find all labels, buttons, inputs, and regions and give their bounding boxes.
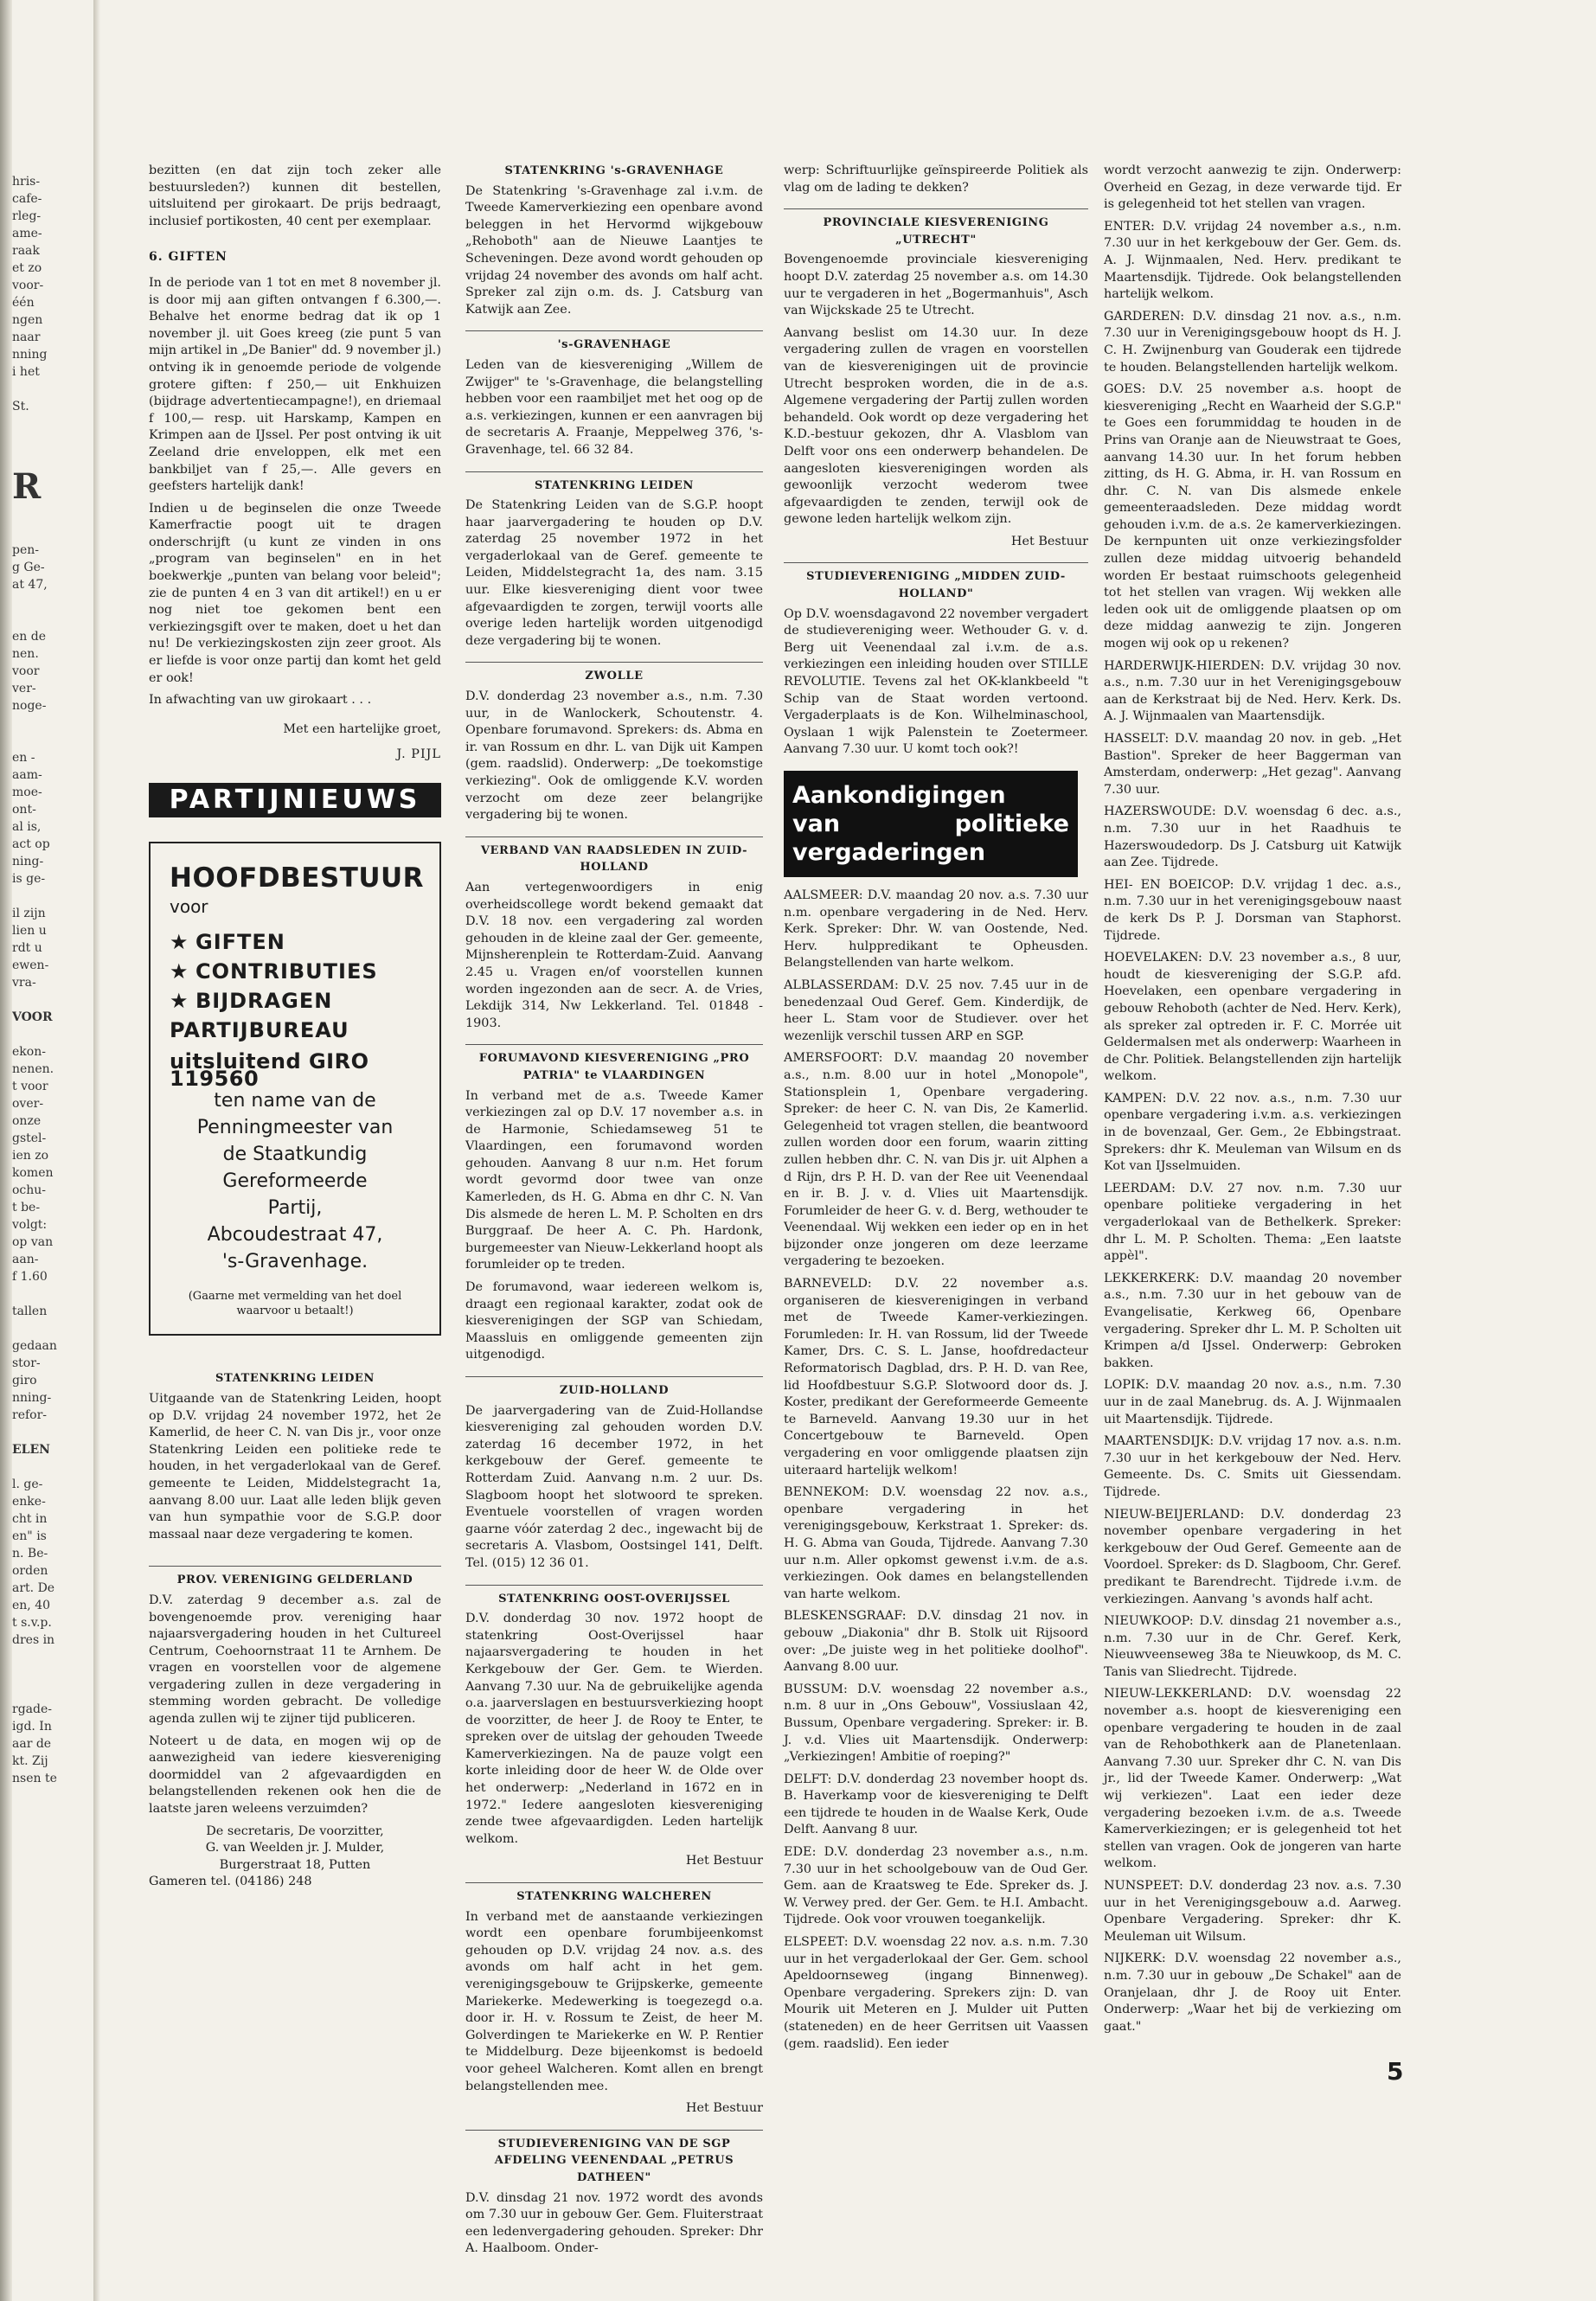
margin-fragment <box>12 1026 64 1043</box>
announcement-place: BENNEKOM <box>784 1485 865 1500</box>
announcement-item: AALSMEER: D.V. maandag 20 nov. a.s. 7.30 uur n.m. openbare vergadering in de Ned. Herv. Kerk. Spreker: Dhr. W. van Oostende, Ned. Herv. hulppredikant te Opheusden. Belangstellenden van harte welkom. <box>784 888 1088 971</box>
announcement-item: GOES: D.V. 25 november a.s. hoopt de kiesvereniging „Recht en Waarheid der S.G.P." te Goes een forummiddag te houden in de Prins van Oranje aan de Nieuwstraat te Goes, aanvang 14.30 uur. In het forum hebben zitting, ds H. G. Abma, ir. H. van Rossum en dhr. C. N. van Dis alsmede enkele gemeenteraadsleden. Deze middag wordt gehouden i.v.m. de a.s. 2e kamerverkiezingen. De kernpunten uit onze verkiezingsfolder zullen deze middag uitvoerig behandeld worden Er bestaat ruimschoots gelegenheid tot het stellen van vragen. Wij wekken alle leden ook uit de omliggende plaatsen op om deze middag aanwezig te zijn. Jongeren mogen wij ook op u rekenen? <box>1104 382 1401 651</box>
margin-fragment: ont- <box>12 803 36 817</box>
announcement-place: HEI- EN BOEICOP <box>1104 877 1230 892</box>
sgrav2-heading: 's-GRAVENHAGE <box>465 330 763 354</box>
announcement-item: HARDERWIJK-HIERDEN: D.V. vrijdag 30 nov. a.s., n.m. 7.30 uur in het Verenigingsgebouw aan de Kerkstraat bij de Ned. Herv. Kerk. Ds. A. J. Wijnmaalen van Maartensdijk. <box>1104 658 1401 724</box>
announcement-text: D.V. woensdag 22 november a.s., n.m. 8 uur in „Ons Gebouw", Vossiuslaan 42, Bussum, Openbare vergadering. Spreker: ir. B. J. v.d. Vlies uit Maartensdijk. Onderwerp: „Verkiezingen! Ambitie of roeping?" <box>784 1682 1088 1765</box>
margin-fragment: i het <box>12 365 40 379</box>
announcement-place: BARNEVELD <box>784 1277 868 1292</box>
margin-fragment: nen. <box>12 647 39 661</box>
continued-text: wordt verzocht aanwezig te zijn. Onderwerp: Overheid en Gezag, in deze verwarde tijd. Er is gelegenheid tot het stellen van vragen. <box>1104 163 1401 212</box>
margin-fragment: ame- <box>12 227 42 240</box>
announcement-text: D.V. woensdag 22 november a.s., n.m. 7.30 uur in gebouw „De Schakel" aan de Oranjelaan, dhr J. de Rooy uit Enter. Onderwerp: „Waar het bij de verkiezing om gaat." <box>1104 1952 1401 2034</box>
announcement-item: HASSELT: D.V. maandag 20 nov. in geb. „Het Bastion". Spreker de heer Baggerman van Amsterdam, onderwerp: „Het gezag". Aanvang 7.30 uur. <box>1104 732 1401 797</box>
announcement-item: LOPIK: D.V. maandag 20 nov. a.s., n.m. 7.30 uur in de zaal Manebrug. ds. A. J. Wijnmaalen uit Maartensdijk. Tijdrede. <box>1104 1378 1401 1426</box>
margin-fragment <box>12 1666 64 1683</box>
margin-fragment: cht in <box>12 1512 48 1526</box>
margin-fragment: ning- <box>12 855 44 868</box>
star-icon: ★ <box>170 959 189 984</box>
giften-paragraph-2: Indien u de beginselen die onze Tweede Kamerfractie poogt uit te dragen onderschrijft (u kunt ze vinden in ons „program van beginselen" en in het boekwerkje „punten van belang voor beleid"; zie de punten 4 en 3 van dit artikel!) en u er nog niet toe gekomen bent een verkiezingsgift over te maken, doet u het dan nu! De verkiezingskosten zijn zeer groot. Als er liefde is voor onze partij dan komt het geld er ook! <box>149 501 441 685</box>
margin-fragment: hris- <box>12 175 41 189</box>
announcement-place: HOEVELAKEN <box>1104 951 1199 965</box>
announcement-item: NIJKERK: D.V. woensdag 22 november a.s., n.m. 7.30 uur in gebouw „De Schakel" aan de Oranjelaan, dhr J. de Rooy uit Enter. Onderwerp: „Waar het bij de verkiezing om gaat." <box>1104 1952 1401 2034</box>
margin-fragment <box>12 1649 64 1666</box>
margin-fragment: t voor <box>12 1080 48 1093</box>
margin-fragment: et zo <box>12 261 42 275</box>
margin-fragment: en, 40 <box>12 1599 51 1612</box>
margin-fragment: komen <box>12 1166 54 1180</box>
column-2 <box>465 163 763 2263</box>
margin-fragment: ngen <box>12 313 43 327</box>
leiden-text: De Statenkring Leiden van de S.G.P. hoopt haar jaarvergadering te houden op D.V. zaterdag 25 november 1972 in het vergaderlokaal van de Geref. gemeente te Leiden, Middelstegracht 1a, des nam. 3.15 uur. Elke kiesvereniging dient voor twee afgevaardigden te zorgen, terwijl voorts alle overige leden hartelijk worden uitgenodigd deze vergadering bij te wonen. <box>465 498 763 648</box>
midden-zuid-holland-text: Op D.V. woensdagavond 22 november vergadert de studievereniging weer. Wethouder G. v. d. Berg uit Veenendaal zal i.v.m. de a.s. verkiezingen een inleiding houden over STILLE REVOLUTIE. Tevens zal het OK-klankbeeld "t Schip van de Staat worden vertoond. Vergaderplaats is de Kon. Wilhelminaschool, Oyslaan 1 wijk Palenstein te Zoetermeer. Aanvang 7.30 uur. U komt toch ook?! <box>784 606 1088 757</box>
gelderland-signature-4: Gameren tel. (04186) 248 <box>149 1875 312 1889</box>
announcement-place: DELFT <box>784 1772 828 1786</box>
margin-fragment <box>12 1458 64 1476</box>
partijnieuws-banner: PARTIJNIEUWS <box>149 783 441 817</box>
announcement-place: HAZERSWOUDE <box>1104 804 1212 819</box>
margin-fragment: ekon- <box>12 1045 46 1059</box>
announcement-place: ALBLASSERDAM <box>784 977 894 992</box>
announcement-item: NIEUWKOOP: D.V. dinsdag 21 november a.s., n.m. 7.30 uur in de Chr. Geref. Kerk, Nieuwveenseweg 38a te Nieuwkoop, ds M. C. Tanis van Sliedrecht. Tijdrede. <box>1104 1614 1401 1679</box>
margin-fragment: enke- <box>12 1495 46 1509</box>
column-1 <box>149 163 441 1891</box>
oost-overijssel-text: D.V. donderdag 30 nov. 1972 hoopt de statenkring Oost-Overijssel haar najaarsvergadering te houden in het Kerkgebouw der Ger. Gem. te Wierden. Aanvang 7.30 uur. Na de gebruikelijke agenda o.a. jaarverslagen en bestuursverkiezing hoopt de voorzitter, de heer J. de Rooy te Enter, te spreken over de uitslag der gehouden Tweede Kamerverkiezingen. Na de pauze volgt een korte inleiding door de heer W. de Olde over het onderwerp: „Nederland in 1672 en in 1972." Iedere aangesloten kiesvereniging zende twee afgevaardigden. Leden hartelijk welkom. <box>465 1612 763 1846</box>
sgrav-text: De Statenkring 's-Gravenhage zal i.v.m. de Tweede Kamerverkiezing een openbare avond beleggen in het Hervormd wijkgebouw „Rehoboth" aan de Nieuwe Laantjes te Scheveningen. Deze avond wordt gehouden op vrijdag 24 november des avonds om half acht. Spreker zal zijn o.m. ds. J. Catsburg van Katwijk aan Zee. <box>465 183 763 317</box>
margin-fragment <box>12 593 64 611</box>
announcement-text: D.V. 22 november a.s. organiseren de kiesverenigingen in verband met de Tweede Kamer-verkiezingen. Forumleden: Ir. H. van Rossum, lid der Tweede Kamer, Drs. C. S. L. Janse, hoofdredacteur Reformatorisch Dagblad, drs. P. H. D. van Ree, lid Hoofdbestuur S.G.P. Slotwoord door ds. J. Koster, predikant der Gereformeerde Gemeente te Barneveld. Aanvang 19.30 uur in het Concertgebouw te Barneveld. Open vergadering en voor omliggende plaatsen zijn uiteraard hartelijk welkom! <box>784 1277 1088 1477</box>
margin-fragment: kt. Zij <box>12 1754 48 1768</box>
announcement-text: D.V. maandag 20 november a.s., n.m. 8.00 uur in hotel „Monopole", Stationsplein 1, Openbare vergadering. Spreker: de heer C. N. van Dis, 2e Kamerlid. Gelegenheid tot vragen stellen, die beantwoord zullen worden door een forum, waarin zitting zullen hebben dhr. C. N. van Dis jr. uit Alphen a d Rijn, drs P. H. D. van der Ree uit Veenendaal en ir. B. J. v. d. Vlies uit Maartensdijk. Forumleider de heer G. v. d. Berg, wethouder te Veenendaal. Wij wekken een ieder op en in het bijzonder onze jongeren om deze leerzame vergadering te bezoeken. <box>784 1051 1088 1269</box>
margin-fragment: nsen te <box>12 1772 57 1785</box>
box-item-contributies: ★ CONTRIBUTIES <box>170 957 420 986</box>
announcement-place: GOES <box>1104 382 1142 397</box>
margin-fragment: nning- <box>12 1391 52 1405</box>
margin-fragment: igd. In <box>12 1720 52 1734</box>
announcement-item: BLESKENSGRAAF: D.V. dinsdag 21 nov. in gebouw „Diakonia" dhr B. Stolk uit Rijsoord over: „De juiste weg in het politieke doolhof". Aanvang 8.00 uur. <box>784 1609 1088 1675</box>
announcement-text: D.V. dinsdag 21 nov. in gebouw „Diakonia" dhr B. Stolk uit Rijsoord over: „De juiste weg in het politieke doolhof". Aanvang 8.00 uur. <box>784 1609 1088 1675</box>
leiden-heading: STATENKRING LEIDEN <box>465 471 763 495</box>
announcement-place: ENTER <box>1104 219 1151 234</box>
margin-fragment: cafe- <box>12 192 42 206</box>
margin-fragment: ochu- <box>12 1183 47 1197</box>
margin-fragment: en de <box>12 630 46 644</box>
continued-text: werp: Schriftuurlijke geïnspireerde Politiek als vlag om de lading te dekken? <box>784 163 1088 195</box>
announcement-text: D.V. 23 november a.s., 8 uur, houdt de kiesvereniging der S.G.P. afd. Hoevelaken, een openbare vergadering in gebouw Rehoboth (achter de Ned. Herv. Kerk), als spreker zal optreden ir. F. C. Morrée uit Geldermalsen met als onderwerp: Waarheen in de Chr. Politiek. Belangstellenden zijn hartelijk welkom. <box>1104 951 1401 1084</box>
utrecht-heading: PROVINCIALE KIESVERENIGING „UTRECHT" <box>784 208 1088 248</box>
announcement-item: NUNSPEET: D.V. donderdag 23 nov. a.s. 7.30 uur in het Verenigingsgebouw a.d. Aarweg. Openbare Vergadering. Spreker: dhr K. Meuleman uit Wilsum. <box>1104 1879 1401 1944</box>
announcement-text: D.V. maandag 20 nov. a.s., n.m. 7.30 uur in de zaal Manebrug. ds. A. J. Wijnmaalen uit Maartensdijk. Tijdrede. <box>1104 1378 1401 1426</box>
margin-fragment <box>12 715 64 732</box>
announcement-text: D.V. 25 november a.s. hoopt de kiesvereniging „Recht en Waarheid der S.G.P." te Goes een forummiddag te houden in de Prins van Oranje aan de Nieuwstraat te Goes, aanvang 14.30 uur. In het forum hebben zitting, ds H. G. Abma, ir. H. van Rossum en dhr. C. N. van Dis alsmede enkele gemeenteraadsleden. Deze middag wordt gehouden i.v.m. de a.s. 2e kamerverkiezingen. De kernpunten uit onze verkiezingsfolder zullen deze middag uitvoerig behandeld worden Er bestaat ruimschoots gelegenheid tot het stellen van vragen. Wij wekken alle leden ook uit de omliggende plaatsen op om deze middag aanwezig te zijn. Jongeren mogen wij ook op u rekenen? <box>1104 382 1401 651</box>
announcement-place: NIEUW-BEIJERLAND <box>1104 1507 1240 1522</box>
announcement-item: AMERSFOORT: D.V. maandag 20 november a.s., n.m. 8.00 uur in hotel „Monopole", Stationsplein 1, Openbare vergadering. Spreker: de heer C. N. van Dis, 2e Kamerlid. Gelegenheid tot vragen stellen, die beantwoord zullen worden door een forum, waarin zitting zullen hebben dhr. C. N. van Dis jr. uit Alphen a d Rijn, drs P. H. D. van der Ree uit Veenendaal en ir. B. J. v. d. Vlies uit Maartensdijk. Forumleider de heer G. v. d. Berg, wethouder te Veenendaal. Wij wekken een ieder op en in het bijzonder onze jongeren om deze leerzame vergadering te bezoeken. <box>784 1051 1088 1269</box>
column-4 <box>1104 163 1401 2041</box>
margin-fragment: op van <box>12 1235 54 1249</box>
announcement-item: GARDEREN: D.V. dinsdag 21 nov. a.s., n.m. 7.30 uur in Verenigingsgebouw hoopt ds H. J. C. H. Zwijnenburg van Gouderak een tijdrede te houden. Belangstellenden hartelijk welkom. <box>1104 309 1401 375</box>
intro-paragraph: bezitten (en dat zijn toch zeker alle bestuursleden?) kunnen dit bestellen, uitsluitend per girokaart. De prijs bedraagt, inclusief portikosten, 40 cent per exemplaar. <box>149 163 441 228</box>
greeting: Met een hartelijke groet, <box>283 721 441 736</box>
star-icon: ★ <box>170 930 189 955</box>
margin-fragment: rgade- <box>12 1702 52 1716</box>
utrecht-paragraph-2: Aanvang beslist om 14.30 uur. In deze vergadering zullen de vragen en voorstellen van de kiesverenigingen uit de provincie Utrecht besproken worden, die in de a.s. Algemene vergadering der Partij zullen worden behandeld. Ook wordt op deze vergadering het K.D.-bestuur gekozen, dhr A. Vlasblom van Delft voor ons een onderwerp behandelen. De aangesloten kiesverenigingen worden als gewoonlijk verzocht wederom twee afgevaardigden te zenden, terwijl ook de gewone leden hartelijk welkom zijn. <box>784 325 1088 527</box>
gelderland-signature-3: Burgerstraat 18, Putten <box>219 1857 371 1872</box>
margin-fragment <box>12 611 64 628</box>
margin-fragment: aan- <box>12 1253 39 1266</box>
midden-zuid-holland-heading: STUDIEVERENIGING „MIDDEN ZUID-HOLLAND" <box>784 562 1088 602</box>
margin-fragment: aar de <box>12 1737 52 1751</box>
announcement-text: D.V. dinsdag 21 november a.s., n.m. 7.30 uur in de Chr. Geref. Kerk, Nieuwveenseweg 38a te Nieuwkoop, ds M. C. Tanis van Sliedrecht. Tijdrede. <box>1104 1614 1401 1679</box>
margin-fragment: en" is <box>12 1529 47 1543</box>
giften-heading: 6. GIFTEN <box>149 250 228 265</box>
margin-fragment: en - <box>12 751 35 765</box>
announcement-place: ELSPEET <box>784 1935 844 1950</box>
margin-fragment: is ge- <box>12 872 46 886</box>
walcheren-text: In verband met de aanstaande verkiezingen wordt een openbare forumbijeenkomst gehouden op D.V. vrijdag 24 nov. a.s. des avonds om half acht in het gem. verenigingsgebouw te Grijpskerke, gemeente Mariekerke. Medewerking is toegezegd o.a. door ir. H. v. Rossum te Zeist, de heer M. Golverdingen te Mariekerke en W. P. Rentier te Middelburg. Deze bijeenkomst is bedoeld voor geheel Walcheren. Komt allen en brengt belangstellenden mee. <box>465 1909 763 2093</box>
announcement-place: NIEUW-LEKKERLAND <box>1104 1687 1248 1702</box>
announcement-place: NIEUWKOOP <box>1104 1614 1189 1629</box>
margin-fragment: raak <box>12 244 40 258</box>
margin-fragment: voor- <box>12 279 44 292</box>
margin-fragment: refor- <box>12 1408 48 1422</box>
walcheren-signature: Het Bestuur <box>685 2101 763 2116</box>
margin-fragment: act op <box>12 837 50 851</box>
box-item-bijdragen: ★ BIJDRAGEN PARTIJBUREAU <box>170 986 420 1045</box>
margin-fragment: één <box>12 296 35 310</box>
announcement-place: NIJKERK <box>1104 1952 1162 1966</box>
margin-fragment: giro <box>12 1374 37 1388</box>
announcement-item: HOEVELAKEN: D.V. 23 november a.s., 8 uur, houdt de kiesvereniging der S.G.P. afd. Hoevelaken, een openbare vergadering in gebouw Rehoboth (achter de Ned. Herv. Kerk), als spreker zal optreden ir. F. C. Morrée uit Geldermalsen met als onderwerp: Waarheen in de Chr. Politiek. Belangstellenden zijn hartelijk welkom. <box>1104 951 1401 1084</box>
giften-paragraph-3: In afwachting van uw girokaart . . . <box>149 693 372 708</box>
margin-fragment: t s.v.p. <box>12 1616 52 1630</box>
announcement-item: LEKKERKERK: D.V. maandag 20 november a.s., n.m. 7.30 uur in het gebouw van de Evangelisatie, Kerkweg 66, Openbare vergadering. Spreker dhr L. M. P. Scholten uit Krimpen a/d IJssel. Onderwerp: Gebroken bakken. <box>1104 1271 1401 1370</box>
oost-overijssel-heading: STATENKRING OOST-OVERIJSSEL <box>465 1585 763 1608</box>
margin-fragment: at 47, <box>12 578 48 592</box>
margin-fragment: volgt: <box>12 1218 48 1232</box>
announcement-text: D.V. maandag 20 november a.s., n.m. 7.30 uur in het gebouw van de Evangelisatie, Kerkweg 66, Openbare vergadering. Spreker dhr L. M. P. Scholten uit Krimpen a/d IJssel. Onderwerp: Gebroken bakken. <box>1104 1271 1401 1370</box>
margin-fragment: ien zo <box>12 1149 49 1163</box>
announcement-text: D.V. dinsdag 21 nov. a.s., n.m. 7.30 uur in Verenigingsgebouw hoopt ds H. J. C. H. Zwijnenburg van Gouderak een tijdrede te houden. Belangstellenden hartelijk welkom. <box>1104 309 1401 375</box>
giften-paragraph-1: In de periode van 1 tot en met 8 november jl. is door mij aan giften ontvangen f 6.300,—. Behalve het enorme bedrag dat ik op 1 november jl. uit Goes kreeg (zie punt 5 van mijn artikel in „De Banier" dd. 9 november jl.) ontving ik in genoemde periode de volgende grotere giften: f 250,— uit Enkhuizen (bijdrage advertentiecampagne!), en driemaal f 100,— resp. uit Harskamp, Kampen en Krimpen aan de IJssel. Per post ontving ik uit Zeeland drie enveloppen, elk met een bankbiljet van f 25,—. Alle gevers en geefsters hartelijk dank! <box>149 275 441 494</box>
box-title: HOOFDBESTUUR <box>170 862 425 894</box>
star-icon: ★ <box>170 989 189 1014</box>
margin-fragment <box>12 991 64 1009</box>
announcement-item: ENTER: D.V. vrijdag 24 november a.s., n.m. 7.30 uur in het kerkgebouw der Ger. Gem. ds. A. J. Wijnmaalen, Ned. Herv. predikant te Maartensdijk. Tijdrede. Ook belangstellenden hartelijk welkom. <box>1104 219 1401 302</box>
zwolle-text: D.V. donderdag 23 november a.s., n.m. 7.30 uur, in de Wanlockerk, Schoutenstr. 4. Openbare forumavond. Sprekers: ds. Abma en ir. van Rossum en dhr. L. van Dijk uit Kampen (gem. raadslid). Onderwerp: „De toekomstige verkiezing". Ook de omliggende K.V. worden verzocht om deze zeer belangrijke vergadering bij te wonen. <box>465 689 763 823</box>
margin-fragment: pen- <box>12 543 39 557</box>
margin-fragment: rleg- <box>12 209 42 223</box>
margin-fragment: rdt u <box>12 941 42 955</box>
box-note: (Gaarne met vermelding van het doel waarvoor u betaalt!) <box>188 1290 402 1318</box>
announcement-text: D.V. maandag 20 nov. a.s. 7.30 uur n.m. openbare vergadering in de Ned. Herv. Kerk. Spreker: Dhr. W. van Oostende, Ned. Herv. hulppredikant te Opheusden. Belangstellenden van harte welkom. <box>784 888 1088 971</box>
margin-fragment <box>12 433 64 450</box>
gelderland-signature-1: De secretaris, De voorzitter, <box>206 1823 384 1838</box>
announcement-text: D.V. donderdag 23 nov. a.s. 7.30 uur in het Verenigingsgebouw a.d. Aarweg. Openbare Vergadering. Spreker: dhr K. Meuleman uit Wilsum. <box>1104 1879 1401 1944</box>
announcement-item: BENNEKOM: D.V. woensdag 22 nov. a.s., openbare vergadering in het verenigingsgebouw, Kerkstraat 1. Spreker: ds. H. G. Abma van Gouda, Tijdrede. Aanvang 7.30 uur n.m. Aller opkomst gewenst i.v.m. de a.s. verkiezingen. Ook dames en belangstellenden van harte welkom. <box>784 1485 1088 1601</box>
margin-fragment <box>12 888 64 905</box>
signature: J. PIJL <box>396 747 441 762</box>
announcement-place: MAARTENSDIJK <box>1104 1434 1210 1449</box>
margin-fragment: n. Be- <box>12 1547 48 1561</box>
page-shadow <box>0 0 12 2301</box>
announcement-text: D.V. maandag 20 nov. in geb. „Het Bastion". Spreker de heer Baggerman van Amsterdam, onderwerp: „Het gezag". Aanvang 7.30 uur. <box>1104 732 1401 797</box>
statenkring-leiden-text: Uitgaande van de Statenkring Leiden, hoopt op D.V. vrijdag 24 november 1972, het 2e Kamerlid, de heer C. N. van Dis jr., voor onze Statenkring Leiden een politieke rede te houden, in het vergaderlokaal van de Geref. gemeente te Leiden, Middelstegracht 1a, aanvang 8.00 uur. Laat alle leden blijk geven van hun sympathie voor de S.G.P. door massaal naar deze vergadering te komen. <box>149 1391 441 1541</box>
raadsleden-text: Aan vertegenwoordigers in enig overheidscollege wordt bekend gemaakt dat D.V. 18 nov. een vergadering zal worden gehouden in de kleine zaal der Ger. gemeente, Mijnsherenplein te Rotterdam-Zuid. Aanvang 2.45 u. Vragen en/of voorstellen kunnen worden ingezonden aan de secr. A. de Vries, Lekdijk 314, Nw Lekkerland. Tel. 01848 - 1903. <box>465 880 763 1030</box>
margin-fragment: nning <box>12 348 48 362</box>
margin-fragment: nenen. <box>12 1062 54 1076</box>
gelderland-heading: PROV. VERENIGING GELDERLAND <box>149 1566 441 1589</box>
margin-fragment: t be- <box>12 1201 41 1215</box>
announcement-text: D.V. vrijdag 17 nov. a.s. n.m. 7.30 uur in het kerkgebouw der Ned. Herv. Gemeente. Ds. C. Smits uit Giessendam. Tijdrede. <box>1104 1434 1401 1499</box>
announcement-text: D.V. vrijdag 1 dec. a.s., n.m. 7.30 uur in het verenigingsgebouw naast de kerk Ds P. J. Dorsman van Staphorst. Tijdrede. <box>1104 877 1401 943</box>
margin-fragment: over- <box>12 1097 44 1111</box>
margin-fragment <box>12 415 64 433</box>
announcement-place: LEKKERKERK <box>1104 1271 1195 1285</box>
margin-fragment: l. ge- <box>12 1477 43 1491</box>
forumavond-paragraph-1: In verband met de a.s. Tweede Kamer verkiezingen zal op D.V. 17 november a.s. in de Harmonie, Schiedamseweg 51 te Vlaardingen, een forumavond worden gehouden. Aanvang 8 uur n.m. Het forum wordt gevormd door twee van onze Kamerleden, ds H. G. Abma en dhr C. N. Van Dis alsmede de heren L. M. P. Scholten en drs Burggraaf. De heer A. C. Ph. Hardonk, burgemeester van Nieuw-Lekkerland hoopt als forumleider op te treden. <box>465 1088 763 1272</box>
margin-fragment: ewen- <box>12 958 49 972</box>
gelderland-paragraph-1: D.V. zaterdag 9 december a.s. zal de bovengenoemde prov. vereniging haar najaarsvergadering houden in het Cultureel Centrum, Coehoornstraat 11 te Arnhem. De vragen en voorstellen voor de algemene vergadering zullen in deze vergadering in stemming worden gebracht. De volledige agenda zullen wij te zijner tijd publiceren. <box>149 1593 441 1727</box>
announcement-item: LEERDAM: D.V. 27 nov. n.m. 7.30 uur openbare politieke vergadering in het vergaderlokaal van de Bethelkerk. Spreker: dhr L. M. P. Scholten. Thema: „Een laatste appèl". <box>1104 1181 1401 1264</box>
raadsleden-heading: VERBAND VAN RAADSLEDEN IN ZUID-HOLLAND <box>465 836 763 876</box>
margin-fragment: voor <box>12 664 40 678</box>
margin-fragment <box>12 1424 64 1441</box>
announcement-place: HASSELT <box>1104 732 1165 746</box>
utrecht-paragraph-1: Bovengenoemde provinciale kiesvereniging hoopt D.V. zaterdag 25 november a.s. om 14.30 uur te vergaderen in het „Bogermanhuis", Asch van Wijckskade 25 te Utrecht. <box>784 253 1088 318</box>
statenkring-leiden-heading: STATENKRING LEIDEN <box>215 1372 375 1386</box>
margin-fragment: gstel- <box>12 1131 47 1145</box>
margin-fragment: St. <box>12 400 29 413</box>
announcements-banner: Aankondigingen van politieke vergaderingen <box>784 771 1078 877</box>
announcement-text: D.V. vrijdag 30 nov. a.s., n.m. 7.30 uur in het Verenigingsgebouw aan de Kerkstraat bij de Ned. Herv. Kerk. Ds. A. J. Wijnmaalen van Maartensdijk. <box>1104 658 1401 724</box>
announcement-item: NIEUW-BEIJERLAND: D.V. donderdag 23 november openbare vergadering in het kerkgebouw der Oud Geref. Gemeente aan de Voordoel. Spreker: ds D. Slagboom, Chr. Geref. predikant te Barendrecht. Tijdrede i.v.m. de verkiezingen. Aanvang 's avonds half acht. <box>1104 1507 1401 1606</box>
announcement-text: D.V. woensdag 22 nov. a.s., openbare vergadering in het verenigingsgebouw, Kerkstraat 1. Spreker: ds. H. G. Abma van Gouda, Tijdrede. Aanvang 7.30 uur n.m. Aller opkomst gewenst i.v.m. de a.s. verkiezingen. Ook dames en belangstellenden van harte welkom. <box>784 1485 1088 1601</box>
announcement-text: D.V. woensdag 22 november a.s. hoopt de kiesvereniging een openbare vergadering te houden in de zaal van de Rehobothkerk aan de Planetenlaan. Aanvang 7.30 uur. Spreker dhr C. N. van Dis jr., lid der Tweede Kamer. Onderwerp: „Wat wij verkiezen". Laat een ieder deze vergadering bezoeken i.v.m. de a.s. Tweede Kamerverkiezingen; er is gelegenheid tot het stellen van vragen. Ook de jongeren van harte welkom. <box>1104 1687 1401 1871</box>
announcement-item: HAZERSWOUDE: D.V. woensdag 6 dec. a.s., n.m. 7.30 uur in het Raadhuis te Hazerswoudedorp. Ds J. Catsburg uit Katwijk aan Zee. Tijdrede. <box>1104 804 1401 870</box>
announcement-text: D.V. 25 nov. 7.45 uur in de benedenzaal Oud Geref. Gem. Kinderdijk, de heer L. Stam voor de Studiever. over het wezenlijk verschil tussen ARP en SGP. <box>784 977 1088 1043</box>
forumavond-paragraph-2: De forumavond, waar iedereen welkom is, draagt een regionaal karakter, zodat ook de kiesverenigingen der SGP van Schiedam, Maassluis en omliggende gemeenten zijn uitgenodigd. <box>465 1280 763 1362</box>
margin-fragment <box>12 381 64 398</box>
sgrav-heading: STATENKRING 's-GRAVENHAGE <box>504 164 724 177</box>
margin-fragment: aam- <box>12 768 42 782</box>
utrecht-signature: Het Bestuur <box>1010 534 1088 548</box>
announcement-item: MAARTENSDIJK: D.V. vrijdag 17 nov. a.s. n.m. 7.30 uur in het kerkgebouw der Ned. Herv. Gemeente. Ds. C. Smits uit Giessendam. Tijdrede. <box>1104 1434 1401 1499</box>
announcement-place: EDE <box>784 1845 812 1860</box>
announcement-place: HARDERWIJK-HIERDEN <box>1104 658 1260 673</box>
previous-page-margin <box>12 173 64 1787</box>
announcement-text: D.V. woensdag 22 nov. a.s. n.m. 7.30 uur in het vergaderlokaal der Ger. Gem. school Apeldoornseweg (ingang Binnenweg). Openbare vergadering. Sprekers zijn: D. van Mourik uit Meteren en J. Mulder uit Putten (stateneden) en de heer Gerritsen uit Vaassen (gem. raadslid). Een ieder <box>784 1935 1088 2051</box>
announcement-item: DELFT: D.V. donderdag 23 november hoopt ds. B. Haverkamp voor de kiesvereniging te Delft een tijdrede te houden in de Waalse Kerk, Oude Delft. Aanvang 8 uur. <box>784 1772 1088 1837</box>
sgrav2-text: Leden van de kiesvereniging „Willem de Zwijger" te 's-Gravenhage, die belangstelling hebben voor een raambiljet met het oog op de a.s. verkiezingen, kunnen er een aanvragen bij de secretaris A. Fraanje, Meppelweg 376, 's-Gravenhage, tel. 66 32 84. <box>465 357 763 457</box>
box-address: ten name van de Penningmeester van de Staatkundig Gereformeerde Partij, Abcoudestraat 47, 's-Gravenhage. <box>196 1090 394 1273</box>
margin-fragment: R <box>12 467 42 507</box>
margin-fragment: dres in <box>12 1633 55 1647</box>
margin-fragment: moe- <box>12 785 42 799</box>
announcement-item: ELSPEET: D.V. woensdag 22 nov. a.s. n.m. 7.30 uur in het vergaderlokaal der Ger. Gem. school Apeldoornseweg (ingang Binnenweg). Openbare vergadering. Sprekers zijn: D. van Mourik uit Meteren en J. Mulder uit Putten (stateneden) en de heer Gerritsen uit Vaassen (gem. raadslid). Een ieder <box>784 1935 1088 2051</box>
zuid-holland-heading: ZUID-HOLLAND <box>465 1376 763 1400</box>
announcement-place: BUSSUM <box>784 1682 844 1696</box>
zuid-holland-text: De jaarvergadering van de Zuid-Hollandse kiesvereniging zal gehouden worden D.V. zaterdag 16 december 1972, in het kerkgebouw der Geref. gemeente te Rotterdam Zuid. Aanvang n.m. 2 uur. Ds. Slagboom hoopt het slotwoord te spreken. Eventuele voorstellen of vragen worden gaarne vóór zaterdag 2 dec., ingewacht bij de secretaris A. Vlasbom, Oostsingel 141, Delft. Tel. (015) 12 36 01. <box>465 1403 763 1570</box>
announcement-place: AALSMEER <box>784 888 859 902</box>
box-giro: uitsluitend GIRO 119560 <box>170 1049 369 1091</box>
forumavond-heading: FORUMAVOND KIESVERENIGING „PRO PATRIA" te VLAARDINGEN <box>465 1044 763 1084</box>
margin-fragment: tallen <box>12 1304 48 1318</box>
announcement-item: KAMPEN: D.V. 22 nov. a.s., n.m. 7.30 uur openbare vergadering i.v.m. a.s. verkiezingen in de bovenzaal, Ger. Gem., 2e Ebbingstraat. Sprekers: dhr K. Meuleman van Wilsum en ds Kot van IJsselmuiden. <box>1104 1091 1401 1174</box>
margin-fragment: ver- <box>12 682 36 695</box>
announcement-place: AMERSFOORT <box>784 1051 879 1066</box>
gelderland-signature-2: G. van Weelden jr. J. Mulder, <box>205 1841 385 1856</box>
column-3 <box>784 163 1088 2058</box>
margin-fragment: stor- <box>12 1356 41 1370</box>
margin-fragment: art. De <box>12 1581 55 1595</box>
box-voor: voor <box>170 895 208 917</box>
margin-fragment: noge- <box>12 699 47 713</box>
margin-fragment <box>12 524 64 542</box>
gelderland-paragraph-2: Noteert u de data, en mogen wij op de aanwezigheid van iedere kiesvereniging doormiddel van 2 afgevaardigden en belangstellenden rekenen ook hen die de laatste jaren weleens verzuimden? <box>149 1734 441 1817</box>
announcement-item: ALBLASSERDAM: D.V. 25 nov. 7.45 uur in de benedenzaal Oud Geref. Gem. Kinderdijk, de heer L. Stam voor de Studiever. over het wezenlijk verschil tussen ARP en SGP. <box>784 977 1088 1043</box>
hoofdbestuur-box <box>149 842 441 1336</box>
margin-fragment: orden <box>12 1564 48 1578</box>
announcement-text: D.V. 22 nov. a.s., n.m. 7.30 uur openbare vergadering i.v.m. a.s. verkiezingen in de bovenzaal, Ger. Gem., 2e Ebbingstraat. Sprekers: dhr K. Meuleman van Wilsum en ds Kot van IJsselmuiden. <box>1104 1091 1401 1174</box>
walcheren-heading: STATENKRING WALCHEREN <box>465 1882 763 1906</box>
page-number: 5 <box>1387 2057 1404 2086</box>
margin-fragment: f 1.60 <box>12 1270 48 1284</box>
announcement-text: D.V. donderdag 23 november a.s., n.m. 7.30 uur in het schoolgebouw van de Oud Ger. Gem. aan de Kraatsweg te Ede. Spreker ds. J. W. Verwey pred. der Ger. Gem. te H.I. Ambacht. Tijdrede. Ook voor vrouwen toegankelijk. <box>784 1845 1088 1927</box>
announcement-item: HEI- EN BOEICOP: D.V. vrijdag 1 dec. a.s., n.m. 7.30 uur in het verenigingsgebouw naast de kerk Ds P. J. Dorsman van Staphorst. Tijdrede. <box>1104 877 1401 943</box>
page-fold <box>93 0 100 2301</box>
announcement-place: LEERDAM <box>1104 1181 1172 1195</box>
margin-fragment: il zijn <box>12 907 46 920</box>
announcement-item: BARNEVELD: D.V. 22 november a.s. organiseren de kiesverenigingen in verband met de Tweede Kamer-verkiezingen. Forumleden: Ir. H. van Rossum, lid der Tweede Kamer, Drs. C. S. L. Janse, hoofdredacteur Reformatorisch Dagblad, drs. P. H. D. van Ree, lid Hoofdbestuur S.G.P. Slotwoord door ds. J. Koster, predikant der Gereformeerde Gemeente te Barneveld. Aanvang 19.30 uur in het Concertgebouw te Barneveld. Open vergadering en voor omliggende plaatsen zijn uiteraard hartelijk welkom! <box>784 1277 1088 1477</box>
margin-fragment: gedaan <box>12 1339 57 1353</box>
announcement-text: D.V. donderdag 23 november hoopt ds. B. Haverkamp voor de kiesvereniging te Delft een tijdrede te houden in de Waalse Kerk, Oude Delft. Aanvang 8 uur. <box>784 1772 1088 1837</box>
announcement-item: NIEUW-LEKKERLAND: D.V. woensdag 22 november a.s. hoopt de kiesvereniging een openbare vergadering te houden in de zaal van de Rehobothkerk aan de Planetenlaan. Aanvang 7.30 uur. Spreker dhr C. N. van Dis jr., lid der Tweede Kamer. Onderwerp: „Wat wij verkiezen". Laat een ieder deze vergadering bezoeken i.v.m. de a.s. Tweede Kamerverkiezingen; er is gelegenheid tot het stellen van vragen. Ook de jongeren van harte welkom. <box>1104 1687 1401 1871</box>
margin-fragment <box>12 1683 64 1701</box>
zwolle-heading: ZWOLLE <box>465 662 763 685</box>
margin-fragment: lien u <box>12 924 47 938</box>
margin-fragment <box>12 507 64 524</box>
announcement-list <box>784 888 1088 2053</box>
margin-fragment: naar <box>12 330 41 344</box>
margin-fragment <box>12 1320 64 1337</box>
announcement-place: BLESKENSGRAAF <box>784 1609 902 1624</box>
box-item-giften: ★ GIFTEN <box>170 927 420 957</box>
announcement-item: BUSSUM: D.V. woensdag 22 november a.s., n.m. 8 uur in „Ons Gebouw", Vossiuslaan 42, Bussum, Openbare vergadering. Spreker: ir. B. J. v.d. Vlies uit Maartensdijk. Onderwerp: „Verkiezingen! Ambitie of roeping?" <box>784 1682 1088 1765</box>
announcement-place: KAMPEN <box>1104 1091 1163 1106</box>
studievereniging-text: D.V. dinsdag 21 nov. 1972 wordt des avonds om 7.30 uur in gebouw Ger. Gem. Fluiterstraat een ledenvergadering gehouden. Spreker: Dhr A. Haalboom. Onder- <box>465 2190 763 2256</box>
margin-fragment: g Ge- <box>12 561 45 574</box>
margin-fragment: ELEN <box>12 1443 50 1457</box>
margin-fragment: VOOR <box>12 1010 53 1024</box>
margin-fragment: onze <box>12 1114 42 1128</box>
margin-fragment <box>12 732 64 749</box>
studievereniging-heading: STUDIEVERENIGING VAN DE SGP AFDELING VEENENDAAL „PETRUS DATHEEN" <box>465 2130 763 2187</box>
announcement-text: D.V. vrijdag 24 november a.s., n.m. 7.30 uur in het kerkgebouw der Ger. Gem. ds. A. J. Wijnmaalen, Ned. Herv. predikant te Maartensdijk. Tijdrede. Ook belangstellenden hartelijk welkom. <box>1104 219 1401 302</box>
announcement-text: D.V. donderdag 23 november openbare vergadering in het kerkgebouw der Oud Geref. Gemeente aan de Voordoel. Spreker: ds D. Slagboom, Chr. Geref. predikant te Barendrecht. Tijdrede i.v.m. de verkiezingen. Aanvang 's avonds half acht. <box>1104 1507 1401 1606</box>
announcement-list <box>1104 219 1401 2036</box>
margin-fragment <box>12 450 64 467</box>
announcement-place: LOPIK <box>1104 1378 1145 1393</box>
oost-overijssel-signature: Het Bestuur <box>685 1854 763 1868</box>
announcement-text: D.V. woensdag 6 dec. a.s., n.m. 7.30 uur in het Raadhuis te Hazerswoudedorp. Ds J. Catsburg uit Katwijk aan Zee. Tijdrede. <box>1104 804 1401 870</box>
announcement-place: NUNSPEET <box>1104 1879 1179 1893</box>
announcement-text: D.V. 27 nov. n.m. 7.30 uur openbare politieke vergadering in het vergaderlokaal van de Bethelkerk. Spreker: dhr L. M. P. Scholten. Thema: „Een laatste appèl". <box>1104 1181 1401 1264</box>
margin-fragment: al is, <box>12 820 42 834</box>
margin-fragment: vra- <box>12 976 36 990</box>
margin-fragment <box>12 1285 64 1303</box>
announcement-item: EDE: D.V. donderdag 23 november a.s., n.m. 7.30 uur in het schoolgebouw van de Oud Ger. Gem. aan de Kraatsweg te Ede. Spreker ds. J. W. Verwey pred. der Ger. Gem. te H.I. Ambacht. Tijdrede. Ook voor vrouwen toegankelijk. <box>784 1845 1088 1927</box>
announcement-place: GARDEREN <box>1104 309 1181 324</box>
